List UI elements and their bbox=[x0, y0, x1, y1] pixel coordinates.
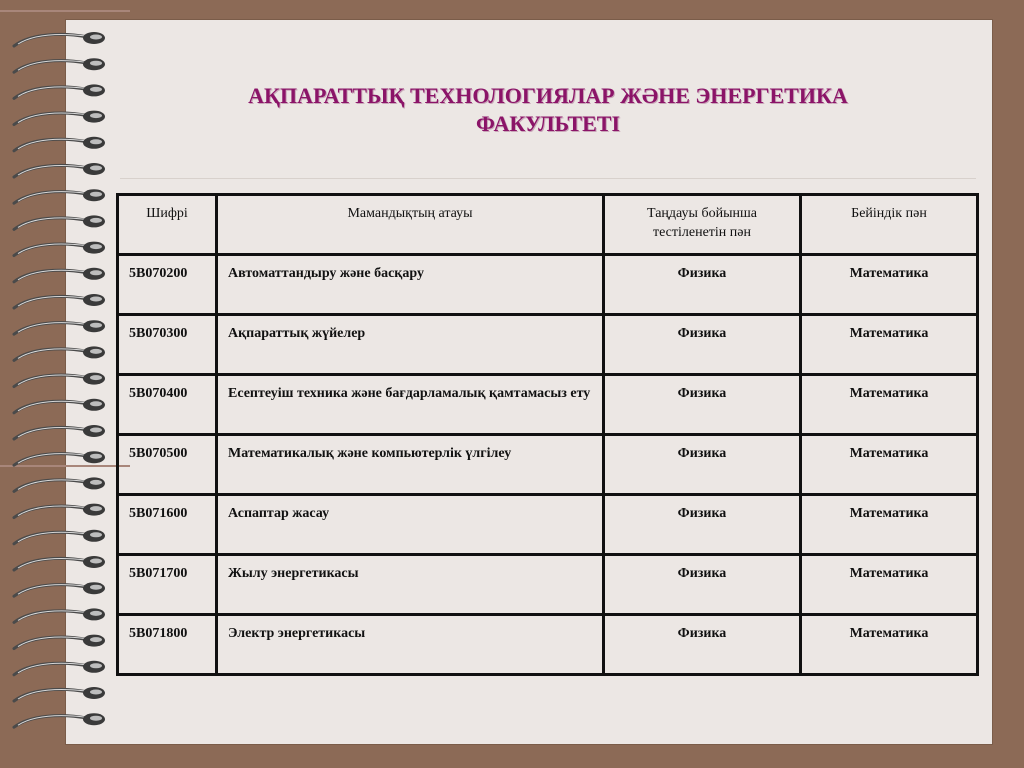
cell-test-subject: Физика bbox=[604, 375, 801, 435]
cell-name: Ақпараттық жүйелер bbox=[217, 315, 604, 375]
cell-profile-subject: Математика bbox=[801, 555, 978, 615]
table-row bbox=[118, 255, 978, 315]
cell-profile-subject: Математика bbox=[801, 255, 978, 315]
table-header-row bbox=[118, 195, 978, 255]
page-title bbox=[120, 82, 976, 138]
table-row bbox=[118, 435, 978, 495]
cell-test-subject: Физика bbox=[604, 255, 801, 315]
header-name: Мамандықтың атауы bbox=[217, 195, 604, 255]
specialties-table bbox=[116, 193, 979, 676]
table-row bbox=[118, 315, 978, 375]
page-title-line2: ФАКУЛЬТЕТІ bbox=[475, 111, 621, 136]
cell-profile-subject: Математика bbox=[801, 615, 978, 675]
cell-name-text: Есептеуіш техника және бағдарламалық қамтамасыз ету bbox=[228, 386, 591, 401]
cell-name: Жылу энергетикасы bbox=[217, 555, 604, 615]
cell-code: 5В070300 bbox=[118, 315, 217, 375]
header-code: Шифрі bbox=[118, 195, 217, 255]
page-title-line1: АҚПАРАТТЫҚ ТЕХНОЛОГИЯЛАР ЖӘНЕ ЭНЕРГЕТИКА bbox=[248, 83, 848, 108]
cell-code: 5В070200 bbox=[118, 255, 217, 315]
cell-name: Автоматтандыру және басқару bbox=[217, 255, 604, 315]
cell-profile-subject: Математика bbox=[801, 375, 978, 435]
divider bbox=[120, 178, 976, 179]
cell-name: Электр энергетикасы bbox=[217, 615, 604, 675]
cell-test-subject: Физика bbox=[604, 315, 801, 375]
cell-code: 5В070400 bbox=[118, 375, 217, 435]
table-row bbox=[118, 495, 978, 555]
cell-code: 5В071800 bbox=[118, 615, 217, 675]
table-row bbox=[118, 615, 978, 675]
table-row bbox=[118, 555, 978, 615]
cell-test-subject: Физика bbox=[604, 435, 801, 495]
cell-name: Математикалық және компьютерлік үлгілеу bbox=[217, 435, 604, 495]
header-test-subject: Таңдауы бойынша тестіленетін пән bbox=[604, 195, 801, 255]
cell-test-subject: Физика bbox=[604, 615, 801, 675]
cell-profile-subject: Математика bbox=[801, 435, 978, 495]
cell-code: 5В071600 bbox=[118, 495, 217, 555]
spiral-binding-icon bbox=[0, 0, 120, 768]
cell-name bbox=[217, 375, 604, 435]
cell-code: 5В071700 bbox=[118, 555, 217, 615]
cell-profile-subject: Математика bbox=[801, 315, 978, 375]
header-profile-subject: Бейіндік пән bbox=[801, 195, 978, 255]
table-row bbox=[118, 375, 978, 435]
cell-test-subject: Физика bbox=[604, 495, 801, 555]
cell-code: 5В070500 bbox=[118, 435, 217, 495]
cell-test-subject: Физика bbox=[604, 555, 801, 615]
cell-name: Аспаптар жасау bbox=[217, 495, 604, 555]
cell-profile-subject: Математика bbox=[801, 495, 978, 555]
